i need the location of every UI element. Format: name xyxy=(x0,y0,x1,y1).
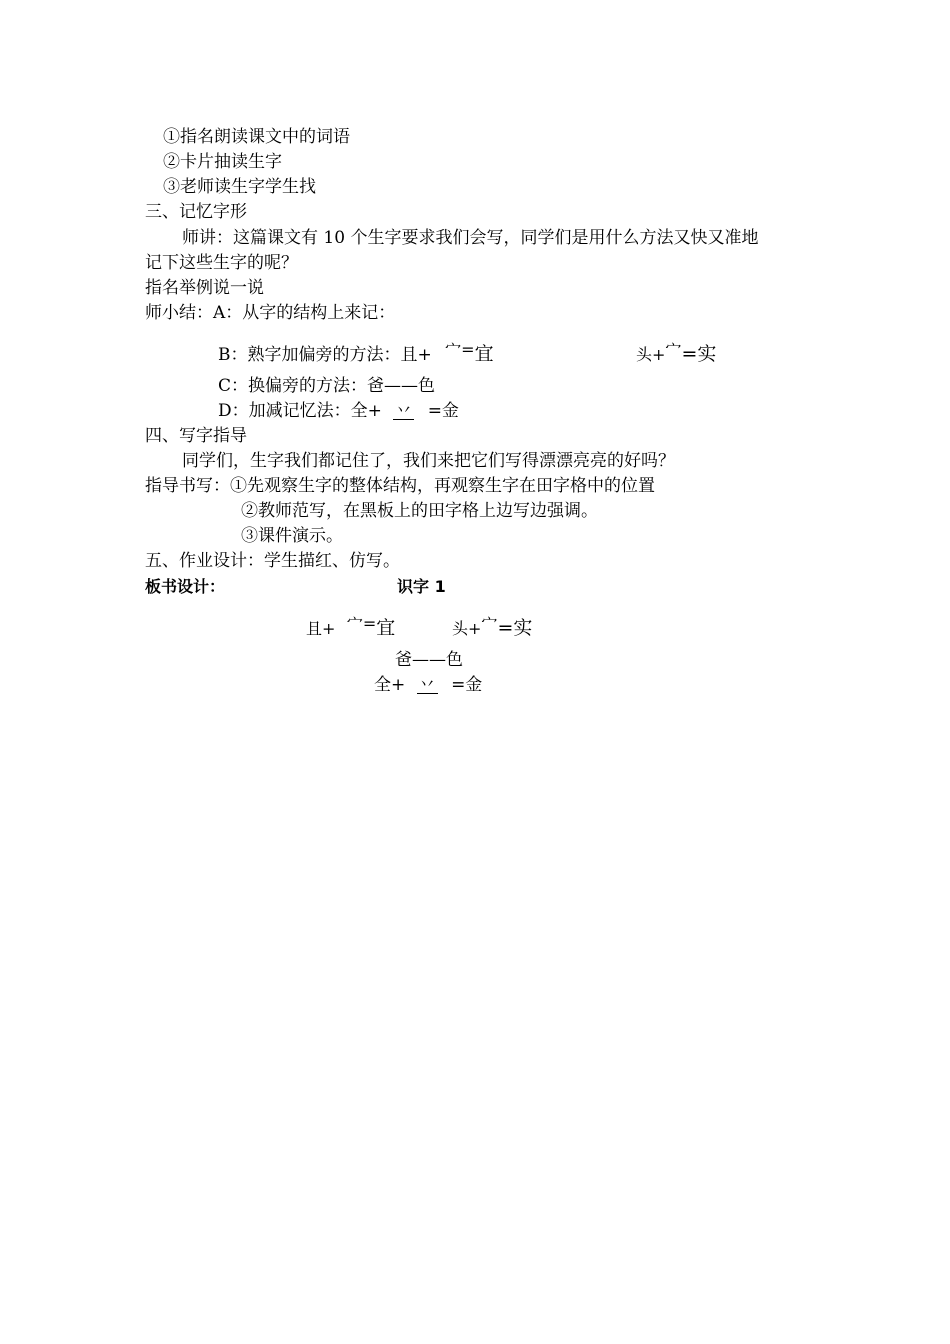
result-yi: 宜 xyxy=(474,343,494,365)
guide-step-1: 指导书写：①先观察生字的整体结构，再观察生字在田字格中的位置 xyxy=(145,476,655,496)
method-d-line xyxy=(218,400,459,422)
method-b-example-2: 头+宀=实 xyxy=(636,340,717,365)
method-b-line xyxy=(218,340,494,366)
section-heading-4: 四、写字指导 xyxy=(145,426,247,446)
paragraph-teacher-talk-2: 记下这些生字的呢？ xyxy=(145,253,298,273)
result-jin: =金 xyxy=(427,401,459,421)
section-heading-5: 五、作业设计：学生描红、仿写。 xyxy=(145,551,400,571)
radical-ba: 丷 xyxy=(395,401,413,421)
board-line-1a: 且+ 宀=宜 xyxy=(306,614,396,639)
board-design-label: 板书设计： xyxy=(145,577,226,596)
radical-mian-2: 宀 xyxy=(665,340,682,359)
step-teacher-read: ③老师读生字学生找 xyxy=(163,177,316,197)
paragraph-example: 指名举例说一说 xyxy=(145,278,264,298)
board-radical-mian-2: 宀 xyxy=(481,614,498,633)
method-b-label: B：熟字加偏旁的方法：且+ xyxy=(218,345,432,365)
method-d-label: D：加减记忆法：全+ xyxy=(218,401,382,421)
step-card-read: ②卡片抽读生字 xyxy=(163,152,282,172)
step-read-words: ①指名朗读课文中的词语 xyxy=(163,127,350,147)
guide-step-2: ②教师范写，在黑板上的田字格上边写边强调。 xyxy=(241,501,598,521)
radical-mian: 宀= xyxy=(445,340,475,359)
board-radical-ba: 丷 xyxy=(418,675,436,695)
board-line-3: 全+ 丷 =金 xyxy=(374,675,483,695)
board-radical-mian: 宀= xyxy=(346,614,377,633)
board-line-1b: 头+宀=实 xyxy=(452,614,533,639)
guide-step-3: ③课件演示。 xyxy=(241,526,343,546)
paragraph-summary-a: 师小结：A：从字的结构上来记： xyxy=(145,303,396,323)
paragraph-teacher-talk-1: 师讲：这篇课文有 10 个生字要求我们会写，同学们是用什么方法又快又准地 xyxy=(182,228,759,248)
section-heading-3: 三、记忆字形 xyxy=(145,202,247,222)
board-line-2: 爸——色 xyxy=(395,650,463,670)
board-title: 识字 1 xyxy=(397,577,446,596)
method-c-line: C：换偏旁的方法：爸——色 xyxy=(218,376,436,396)
paragraph-writing-intro: 同学们，生字我们都记住了，我们来把它们写得漂漂亮亮的好吗？ xyxy=(182,451,675,471)
